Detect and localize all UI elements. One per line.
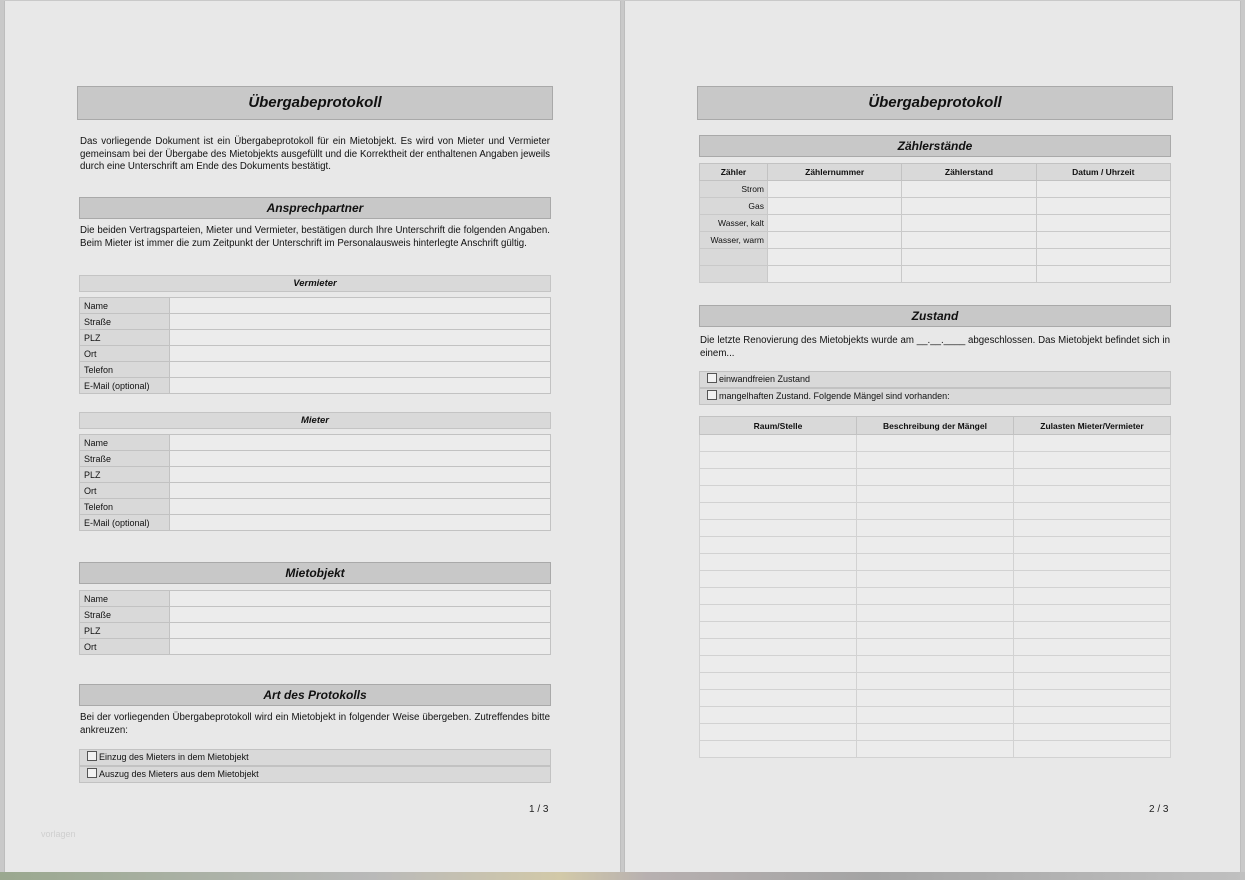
- meter-cell[interactable]: [1036, 198, 1170, 215]
- defect-cell[interactable]: [700, 656, 857, 673]
- defect-cell[interactable]: [700, 605, 857, 622]
- option-flawless-condition[interactable]: [699, 371, 1171, 388]
- table-row: [700, 571, 1171, 588]
- defect-cell[interactable]: [1014, 503, 1171, 520]
- meter-cell[interactable]: [768, 232, 902, 249]
- field-label: Telefon: [80, 499, 170, 515]
- defect-cell[interactable]: [700, 452, 857, 469]
- defect-cell[interactable]: [700, 554, 857, 571]
- table-row: [700, 656, 1171, 673]
- field-label: Straße: [80, 314, 170, 330]
- table-row: [700, 486, 1171, 503]
- defect-cell[interactable]: [857, 486, 1014, 503]
- table-row: [700, 639, 1171, 656]
- table-row: [700, 435, 1171, 452]
- defect-cell[interactable]: [700, 435, 857, 452]
- field-label: Straße: [80, 451, 170, 467]
- form-row: [80, 607, 551, 623]
- defect-cell[interactable]: [857, 673, 1014, 690]
- column-header: Raum/Stelle: [700, 417, 857, 435]
- field-input[interactable]: [170, 451, 551, 467]
- form-row: [80, 639, 551, 655]
- defect-cell[interactable]: [857, 537, 1014, 554]
- section-heading-property: Mietobjekt: [79, 562, 551, 584]
- defect-cell[interactable]: [1014, 673, 1171, 690]
- form-row: [80, 623, 551, 639]
- defect-cell[interactable]: [700, 571, 857, 588]
- option-move-in-label: Einzug des Mieters in dem Mietobjekt: [99, 752, 249, 762]
- form-row: [80, 362, 551, 378]
- defect-cell[interactable]: [857, 452, 1014, 469]
- table-row: [700, 605, 1171, 622]
- defect-cell[interactable]: [857, 724, 1014, 741]
- checkbox-move-out[interactable]: [87, 768, 97, 778]
- form-row: [80, 499, 551, 515]
- defect-cell[interactable]: [1014, 724, 1171, 741]
- table-row: [700, 181, 1171, 198]
- field-input[interactable]: [170, 435, 551, 451]
- subheading-tenant: Mieter: [79, 412, 551, 429]
- field-input[interactable]: [170, 623, 551, 639]
- defect-cell[interactable]: [700, 724, 857, 741]
- table-row: [700, 690, 1171, 707]
- field-label: Straße: [80, 607, 170, 623]
- defect-cell[interactable]: [1014, 605, 1171, 622]
- column-header: Zähler: [700, 164, 768, 181]
- table-row: [700, 537, 1171, 554]
- form-row: [80, 451, 551, 467]
- meter-cell[interactable]: [1036, 181, 1170, 198]
- form-row: [80, 483, 551, 499]
- meter-cell[interactable]: [1036, 232, 1170, 249]
- field-input[interactable]: [170, 483, 551, 499]
- meter-cell[interactable]: [1036, 266, 1170, 283]
- field-input[interactable]: [170, 378, 551, 394]
- field-input[interactable]: [170, 330, 551, 346]
- form-row: [80, 298, 551, 314]
- defect-cell[interactable]: [857, 554, 1014, 571]
- meter-cell[interactable]: [768, 198, 902, 215]
- meter-cell[interactable]: [768, 249, 902, 266]
- defect-cell[interactable]: [700, 588, 857, 605]
- defect-cell[interactable]: [1014, 537, 1171, 554]
- field-input[interactable]: [170, 515, 551, 531]
- option-move-out-label: Auszug des Mieters aus dem Mietobjekt: [99, 769, 259, 779]
- field-input[interactable]: [170, 314, 551, 330]
- field-label: PLZ: [80, 467, 170, 483]
- table-row: [700, 741, 1171, 758]
- defect-cell[interactable]: [700, 537, 857, 554]
- form-row: [80, 346, 551, 362]
- field-input[interactable]: [170, 362, 551, 378]
- field-label: Name: [80, 298, 170, 314]
- page-title: Übergabeprotokoll: [77, 86, 553, 120]
- contacts-paragraph: Die beiden Vertragsparteien, Mieter und Vermieter, bestätigen durch Ihre Unterschrift die folgenden Angaben. Beim Mieter ist immer die zum Zeitpunkt der Unterschrift im Personalausweis hinterlegte Anschrift gültig.: [80, 225, 550, 249]
- meter-cell[interactable]: [768, 266, 902, 283]
- table-row: [700, 622, 1171, 639]
- defect-cell[interactable]: [1014, 435, 1171, 452]
- table-row: [700, 232, 1171, 249]
- defect-cell[interactable]: [1014, 707, 1171, 724]
- defect-cell[interactable]: [857, 435, 1014, 452]
- field-label: PLZ: [80, 330, 170, 346]
- meter-label: Wasser, warm: [700, 232, 768, 249]
- form-row: [80, 378, 551, 394]
- field-label: E-Mail (optional): [80, 515, 170, 531]
- subheading-landlord: Vermieter: [79, 275, 551, 292]
- option-move-in[interactable]: [79, 749, 551, 766]
- meter-label: Wasser, kalt: [700, 215, 768, 232]
- option-defective-condition-label: mangelhaften Zustand. Folgende Mängel sind vorhanden:: [719, 391, 950, 401]
- defect-cell[interactable]: [1014, 588, 1171, 605]
- defect-cell[interactable]: [857, 690, 1014, 707]
- table-row: [700, 724, 1171, 741]
- table-row: [700, 520, 1171, 537]
- table-row: [700, 215, 1171, 232]
- option-move-out[interactable]: [79, 766, 551, 783]
- defect-cell[interactable]: [1014, 571, 1171, 588]
- defect-cell[interactable]: [857, 469, 1014, 486]
- property-form: [79, 590, 551, 655]
- meter-cell[interactable]: [902, 249, 1036, 266]
- form-row: [80, 435, 551, 451]
- section-heading-condition: Zustand: [699, 305, 1171, 327]
- meter-label: [700, 249, 768, 266]
- checkbox-flawless-condition[interactable]: [707, 373, 717, 383]
- table-row: [700, 249, 1171, 266]
- defect-cell[interactable]: [1014, 741, 1171, 758]
- condition-paragraph: Die letzte Renovierung des Mietobjekts wurde am __.__.____ abgeschlossen. Das Mietobjekt befindet sich in einem...: [700, 335, 1170, 359]
- field-label: Ort: [80, 483, 170, 499]
- field-input[interactable]: [170, 499, 551, 515]
- table-row: [700, 503, 1171, 520]
- landlord-form: [79, 297, 551, 394]
- defect-cell[interactable]: [700, 622, 857, 639]
- defect-cell[interactable]: [700, 503, 857, 520]
- table-row: [700, 588, 1171, 605]
- defect-cell[interactable]: [857, 639, 1014, 656]
- defect-cell[interactable]: [1014, 656, 1171, 673]
- field-input[interactable]: [170, 467, 551, 483]
- defect-cell[interactable]: [857, 605, 1014, 622]
- option-flawless-condition-label: einwandfreien Zustand: [719, 374, 811, 384]
- document-page-2: [624, 1, 1241, 872]
- defect-cell[interactable]: [700, 741, 857, 758]
- defect-cell[interactable]: [1014, 639, 1171, 656]
- field-label: Name: [80, 435, 170, 451]
- field-input[interactable]: [170, 607, 551, 623]
- page-number: 2 / 3: [1149, 804, 1169, 815]
- field-label: Ort: [80, 346, 170, 362]
- document-page-1: [4, 1, 621, 872]
- page-title: Übergabeprotokoll: [697, 86, 1173, 120]
- meter-cell[interactable]: [902, 198, 1036, 215]
- form-row: [80, 314, 551, 330]
- taskbar-strip: [0, 872, 1245, 880]
- field-label: PLZ: [80, 623, 170, 639]
- meter-label: [700, 266, 768, 283]
- table-row: [700, 673, 1171, 690]
- defect-cell[interactable]: [857, 503, 1014, 520]
- field-label: Telefon: [80, 362, 170, 378]
- field-label: E-Mail (optional): [80, 378, 170, 394]
- defect-cell[interactable]: [857, 622, 1014, 639]
- table-row: [700, 554, 1171, 571]
- field-input[interactable]: [170, 639, 551, 655]
- defect-cell[interactable]: [1014, 486, 1171, 503]
- table-row: [700, 266, 1171, 283]
- tenant-form: [79, 434, 551, 531]
- section-heading-protocol-type: Art des Protokolls: [79, 684, 551, 706]
- defect-cell[interactable]: [857, 520, 1014, 537]
- checkbox-move-in[interactable]: [87, 751, 97, 761]
- intro-paragraph: Das vorliegende Dokument ist ein Übergabeprotokoll für ein Mietobjekt. Es wird von Mieter und Vermieter gemeinsam bei der Übergabe des Mietobjekts ausgefüllt und die Korrektheit der enthaltenen Angaben jeweils durch eine Unterschrift am Ende des Dokuments bestätigt.: [80, 136, 550, 173]
- meter-table: [699, 163, 1171, 283]
- column-header: Zählerstand: [902, 164, 1036, 181]
- defect-cell[interactable]: [857, 571, 1014, 588]
- meter-label: Gas: [700, 198, 768, 215]
- option-defective-condition[interactable]: [699, 388, 1171, 405]
- defect-cell[interactable]: [1014, 690, 1171, 707]
- defect-cell[interactable]: [1014, 452, 1171, 469]
- meter-cell[interactable]: [902, 215, 1036, 232]
- meter-cell[interactable]: [902, 232, 1036, 249]
- column-header: Zulasten Mieter/Vermieter: [1014, 417, 1171, 435]
- meter-cell[interactable]: [768, 215, 902, 232]
- defect-cell[interactable]: [700, 469, 857, 486]
- field-input[interactable]: [170, 298, 551, 314]
- meter-cell[interactable]: [1036, 249, 1170, 266]
- defect-cell[interactable]: [857, 656, 1014, 673]
- defect-cell[interactable]: [857, 707, 1014, 724]
- defect-cell[interactable]: [1014, 554, 1171, 571]
- column-header: Datum / Uhrzeit: [1036, 164, 1170, 181]
- defect-cell[interactable]: [700, 486, 857, 503]
- table-row: [700, 198, 1171, 215]
- defects-table: [699, 416, 1171, 758]
- field-input[interactable]: [170, 346, 551, 362]
- form-row: [80, 330, 551, 346]
- defect-cell[interactable]: [857, 741, 1014, 758]
- defect-cell[interactable]: [700, 707, 857, 724]
- form-row: [80, 515, 551, 531]
- defect-cell[interactable]: [700, 673, 857, 690]
- watermark: vorlagen: [41, 829, 76, 839]
- column-header: Beschreibung der Mängel: [857, 417, 1014, 435]
- form-row: [80, 467, 551, 483]
- table-row: [700, 469, 1171, 486]
- page-number: 1 / 3: [529, 804, 549, 815]
- meter-cell[interactable]: [768, 181, 902, 198]
- form-row: [80, 591, 551, 607]
- defect-cell[interactable]: [700, 520, 857, 537]
- column-header: Zählernummer: [768, 164, 902, 181]
- meter-cell[interactable]: [1036, 215, 1170, 232]
- meter-cell[interactable]: [902, 266, 1036, 283]
- meter-cell[interactable]: [902, 181, 1036, 198]
- checkbox-defective-condition[interactable]: [707, 390, 717, 400]
- defect-cell[interactable]: [700, 690, 857, 707]
- table-row: [700, 452, 1171, 469]
- section-heading-contacts: Ansprechpartner: [79, 197, 551, 219]
- field-label: Ort: [80, 639, 170, 655]
- defect-cell[interactable]: [1014, 469, 1171, 486]
- protocol-type-paragraph: Bei der vorliegenden Übergabeprotokoll wird ein Mietobjekt in folgender Weise übergeben. Zutreffendes bitte ankreuzen:: [80, 712, 550, 736]
- meter-label: Strom: [700, 181, 768, 198]
- defect-cell[interactable]: [857, 588, 1014, 605]
- field-label: Name: [80, 591, 170, 607]
- defect-cell[interactable]: [1014, 622, 1171, 639]
- section-heading-meters: Zählerstände: [699, 135, 1171, 157]
- defect-cell[interactable]: [1014, 520, 1171, 537]
- table-row: [700, 707, 1171, 724]
- field-input[interactable]: [170, 591, 551, 607]
- defect-cell[interactable]: [700, 639, 857, 656]
